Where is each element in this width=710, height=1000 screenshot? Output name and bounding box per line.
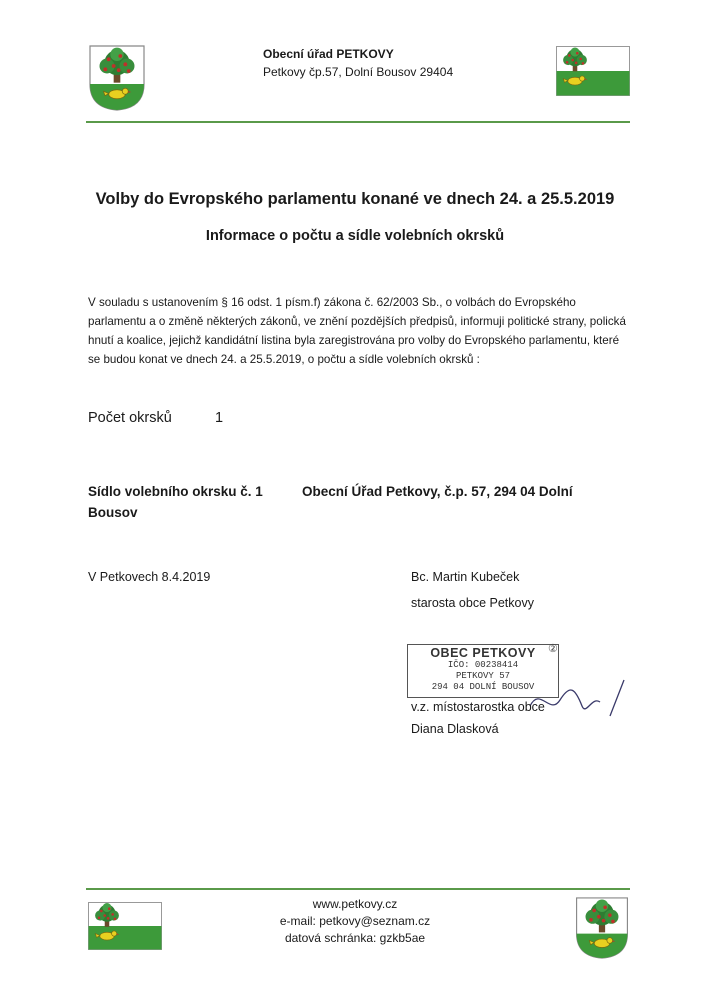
footer-divider [86, 888, 630, 890]
office-address: Petkovy čp.57, Dolní Bousov 29404 [263, 65, 454, 79]
stamp-ico: IČO: 00238414 [447, 660, 519, 670]
district-count-label: Počet okrsků [88, 410, 172, 426]
footer-databox: datová schránka: gzkb5ae [284, 931, 426, 945]
signatory-role: starosta obce Petkovy [411, 596, 534, 610]
district-count-value: 1 [215, 410, 224, 426]
district-seat-address: Obecní Úřad Petkovy, č.p. 57, 294 04 Dolní [302, 484, 573, 499]
body-paragraph: V souladu s ustanovením § 16 odst. 1 písm.f) zákona č. 62/2003 Sb., o volbách do Evropského parlamentu a o změně některých zákonů, ve znění pozdějších předpisů, informuji politické strany, polická hnutí a koalice, jejichž kandidátní listina byla zaregistrována pro volby do Evropského parlamentu, které se budou konat ve dnech 24. a 25.5.2019, o počtu a sídle volebních okrsků : [88, 296, 626, 366]
stamp-address-line: PETKOVY 57 [455, 671, 510, 681]
page-title: Volby do Evropského parlamentu konané ve dnech 24. a 25.5.2019 [95, 190, 615, 208]
stamp-address-city: 294 04 DOLNÍ BOUSOV [431, 682, 535, 692]
footer-website[interactable]: www.petkovy.cz [312, 897, 398, 911]
place-date: V Petkovech 8.4.2019 [88, 570, 211, 584]
district-seat-address-cont: Bousov [88, 505, 138, 520]
municipal-flag-icon [556, 46, 630, 96]
coat-of-arms-shield-icon [88, 44, 146, 112]
district-seat-label: Sídlo volebního okrsku č. 1 [88, 484, 263, 499]
signatory-name: Bc. Martin Kubeček [411, 570, 520, 584]
header-divider [86, 121, 630, 123]
deputy-role: v.z. místostarostka obce [411, 700, 545, 714]
footer-email[interactable]: e-mail: petkovy@seznam.cz [279, 914, 431, 928]
deputy-name: Diana Dlasková [411, 722, 499, 736]
office-name: Obecní úřad PETKOVY [263, 47, 394, 61]
stamp-name: OBEC PETKOVY [430, 646, 536, 660]
page-subtitle: Informace o počtu a sídle volebních okrsků [205, 228, 505, 244]
stamp-number: ② [548, 643, 558, 655]
